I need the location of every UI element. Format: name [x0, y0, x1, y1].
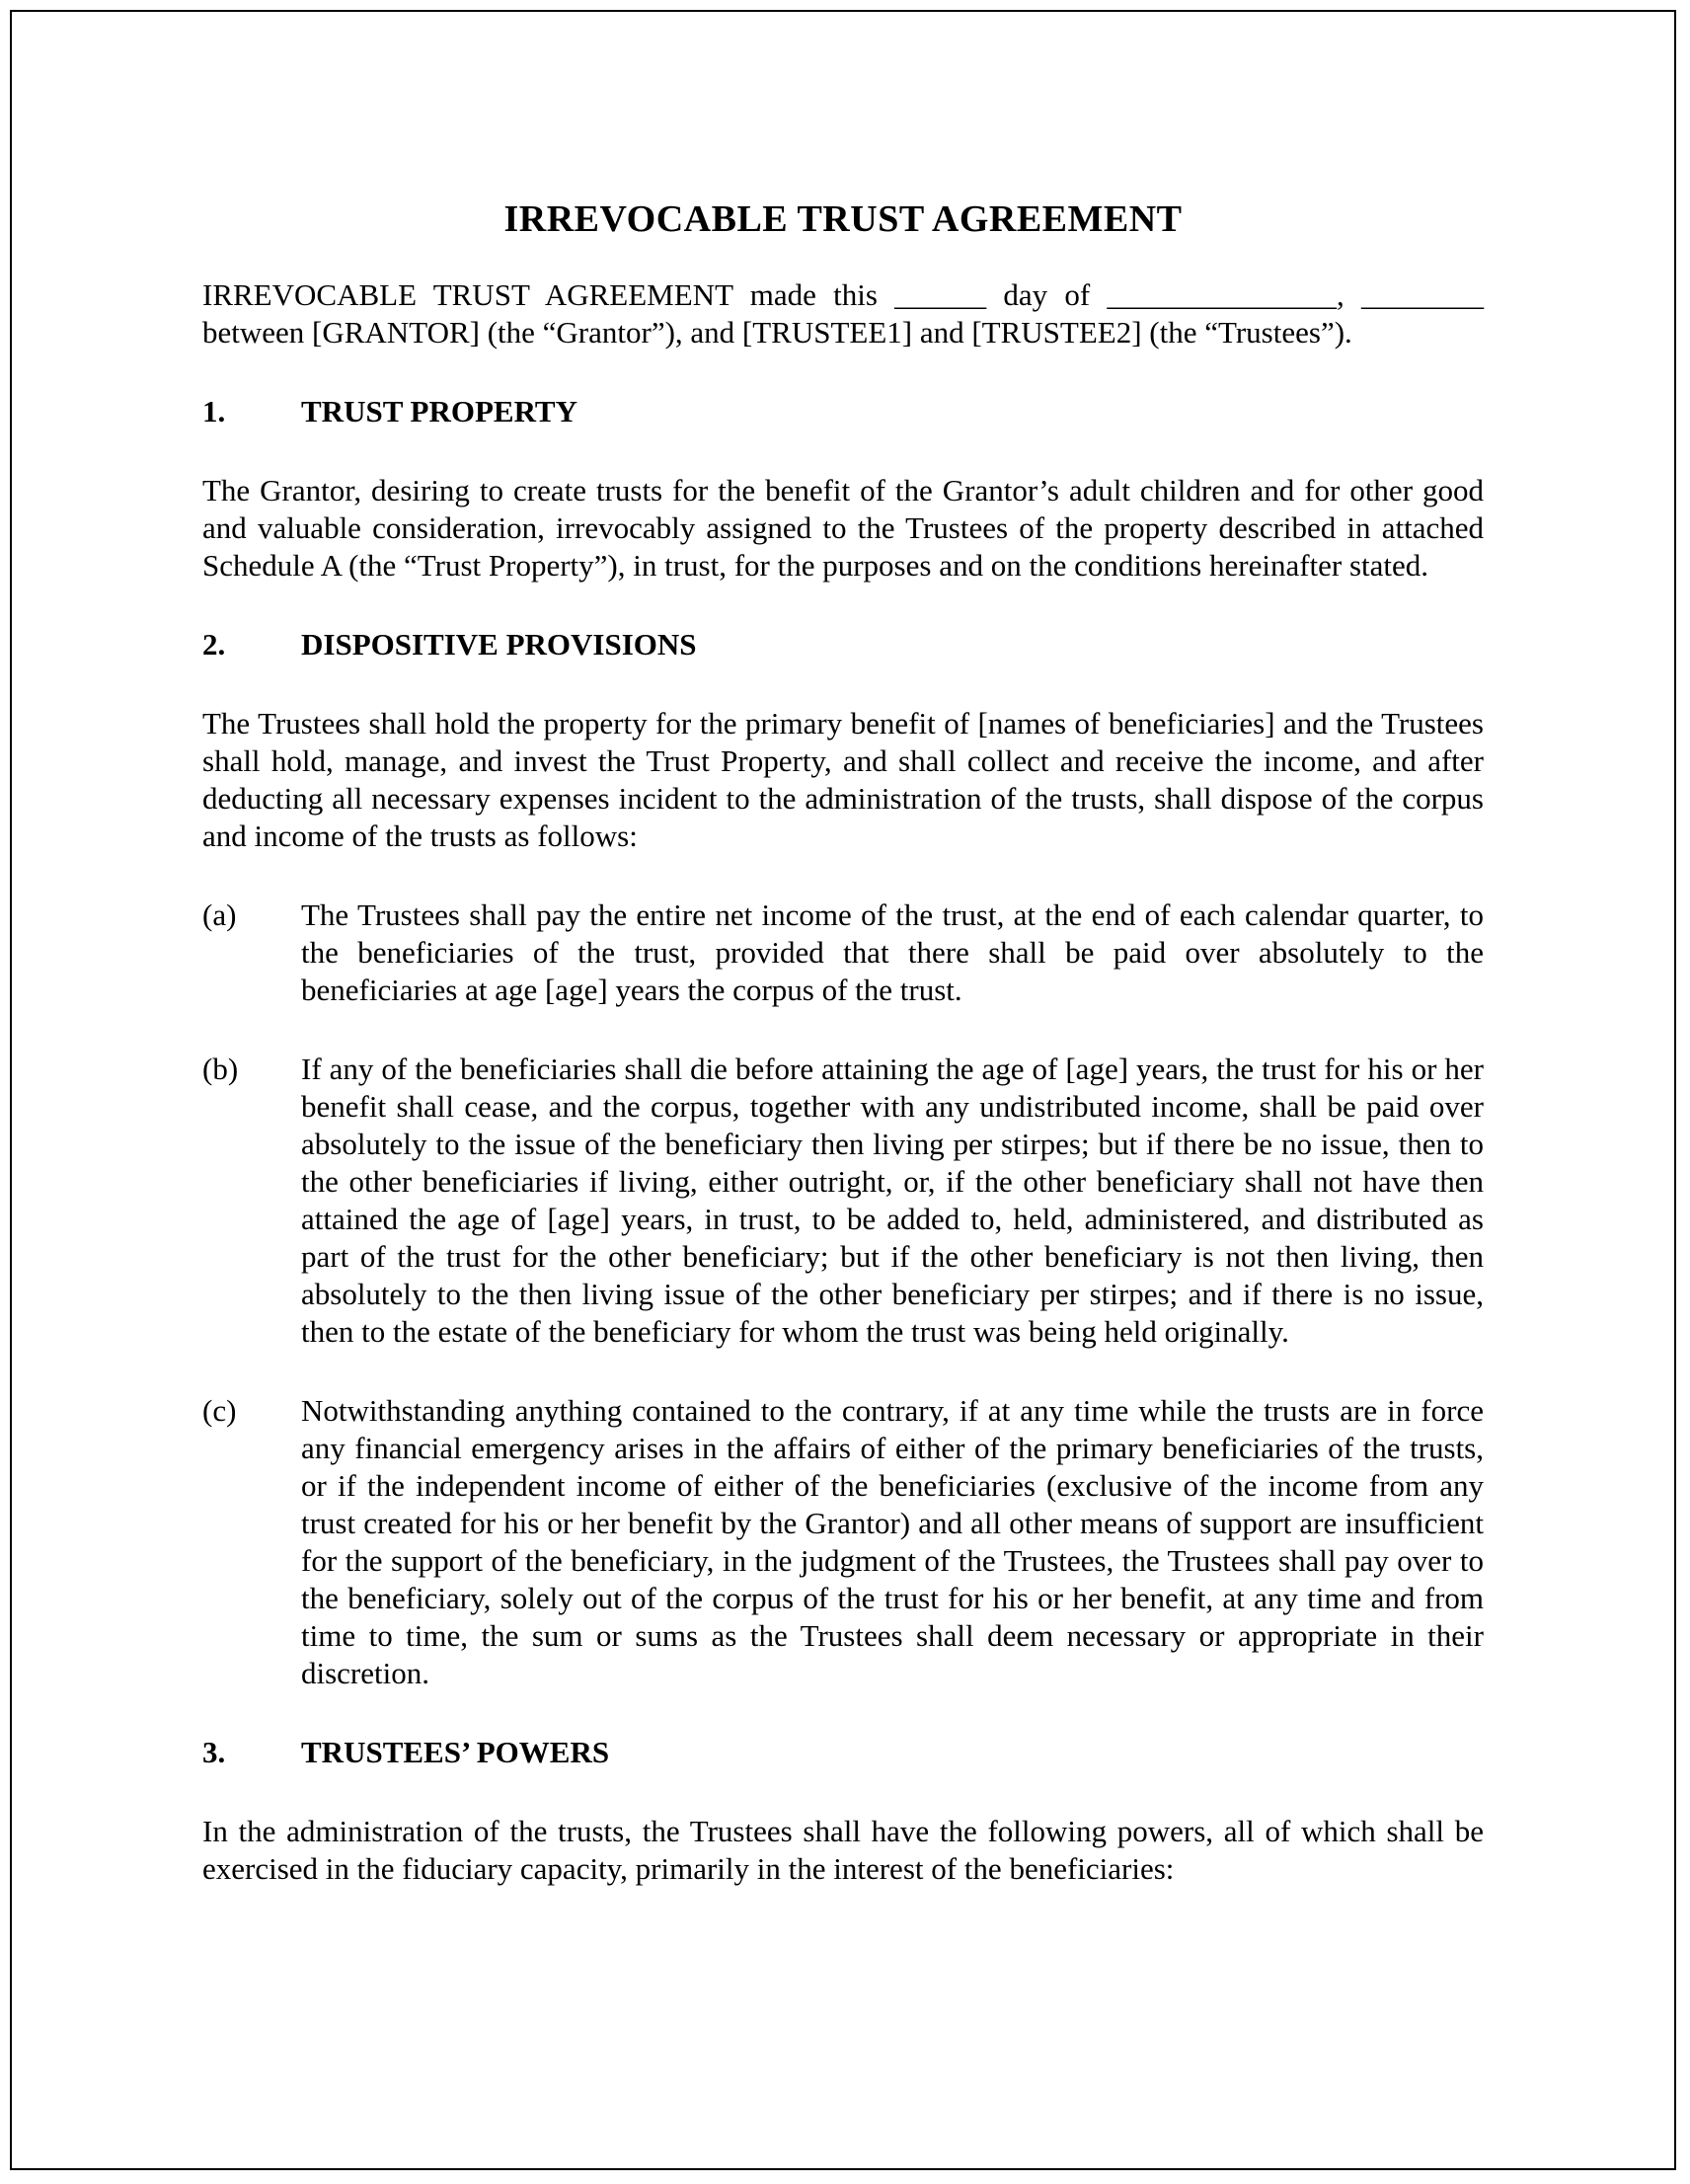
section-1-heading	[202, 393, 1484, 430]
section-3-number: 3.	[202, 1735, 226, 1769]
opening-paragraph: IRREVOCABLE TRUST AGREEMENT made this ______ day of _______________, ________ between [GRANTOR] (the “Grantor”), and [TRUSTEE1] and [TRUSTEE2] (the “Trustees”).	[202, 277, 1484, 350]
section-2-number: 2.	[202, 627, 226, 662]
section-1-body: The Grantor, desiring to create trusts for the benefit of the Grantor’s adult children and for other good and valuable consideration, irrevocably assigned to the Trustees of the property described in attached Schedule A (the “Trust Property”), in trust, for the purposes and on the conditions hereinafter stated.	[202, 473, 1484, 583]
clause-b-label: (b)	[202, 1052, 239, 1086]
section-2-body: The Trustees shall hold the property for the primary benefit of [names of beneficiaries] and the Trustees shall hold, manage, and invest the Trust Property, and shall collect and receive the income, and after deducting all necessary expenses incident to the administration of the trusts, shall dispose of the corpus and income of the trusts as follows:	[202, 706, 1484, 853]
document-content	[12, 12, 1674, 1888]
document-title: IRREVOCABLE TRUST AGREEMENT	[503, 198, 1183, 240]
section-3-body: In the administration of the trusts, the Trustees shall have the following powers, all of which shall be exercised in the fiduciary capacity, primarily in the interest of the beneficiaries:	[202, 1814, 1484, 1886]
section-2-title: DISPOSITIVE PROVISIONS	[301, 627, 697, 662]
section-1-number: 1.	[202, 394, 226, 429]
clause-b	[202, 1051, 1484, 1351]
section-1-title: TRUST PROPERTY	[301, 394, 577, 429]
clause-c	[202, 1392, 1484, 1692]
section-2-heading	[202, 626, 1484, 663]
clause-a	[202, 897, 1484, 1009]
clause-a-text: The Trustees shall pay the entire net income of the trust, at the end of each calendar quarter, to the beneficiaries of the trust, provided that there shall be paid over absolutely to the beneficiaries at age [age] years the corpus of the trust.	[301, 897, 1484, 1007]
section-3-title: TRUSTEES’ POWERS	[301, 1735, 610, 1769]
clause-c-label: (c)	[202, 1393, 237, 1428]
document-page	[10, 10, 1676, 2170]
section-3-heading	[202, 1734, 1484, 1771]
clause-b-text: If any of the beneficiaries shall die before attaining the age of [age] years, the trust for his or her benefit shall cease, and the corpus, together with any undistributed income, shall be paid over absolutely to the issue of the beneficiary then living per stirpes; but if there be no issue, then to the other beneficiaries if living, either outright, or, if the other beneficiary shall not have then attained the age of [age] years, in trust, to be added to, held, administered, and distributed as part of the trust for the other beneficiary; but if the other beneficiary is not then living, then absolutely to the then living issue of the other beneficiary per stirpes; and if there is no issue, then to the estate of the beneficiary for whom the trust was being held originally.	[301, 1052, 1484, 1349]
clause-c-text: Notwithstanding anything contained to the contrary, if at any time while the trusts are in force any financial emergency arises in the affairs of either of the primary beneficiaries of the trusts, or if the independent income of either of the beneficiaries (exclusive of the income from any trust created for his or her benefit by the Grantor) and all other means of support are insufficient for the support of the beneficiary, in the judgment of the Trustees, the Trustees shall pay over to the beneficiary, solely out of the corpus of the trust for his or her benefit, at any time and from time to time, the sum or sums as the Trustees shall deem necessary or appropriate in their discretion.	[301, 1393, 1484, 1690]
clause-a-label: (a)	[202, 897, 237, 932]
